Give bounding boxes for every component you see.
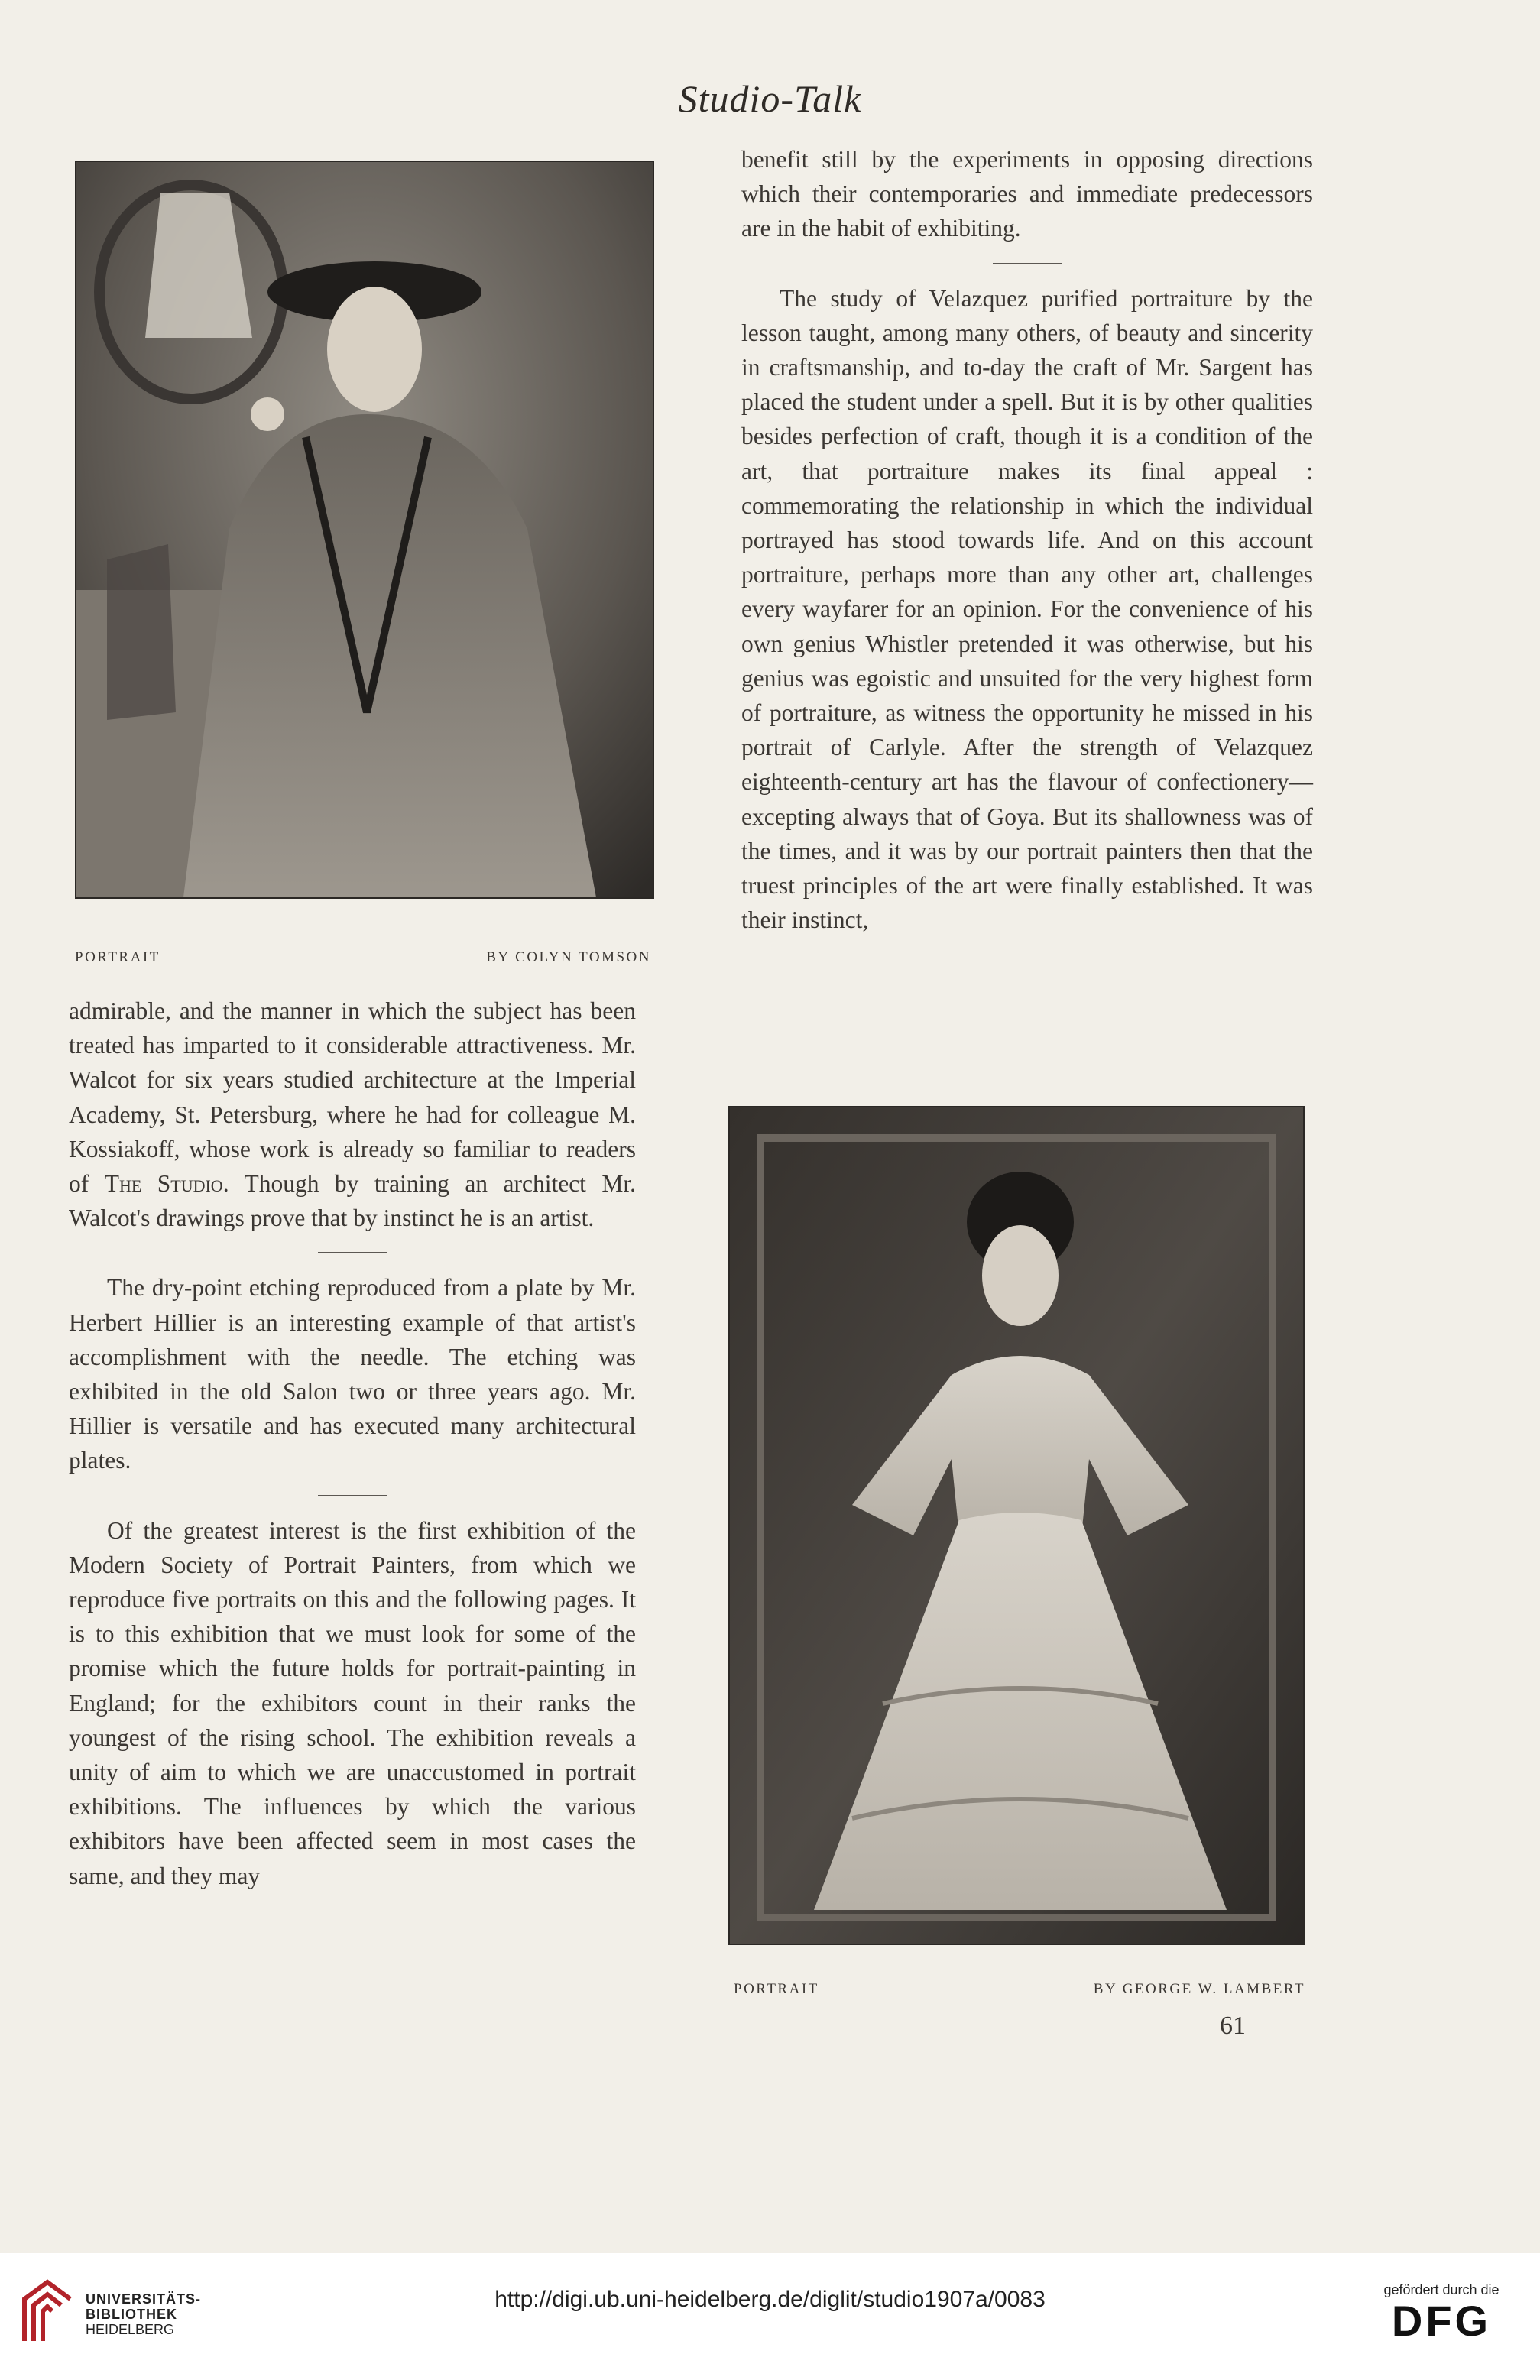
- library-name-line: BIBLIOTHEK: [86, 2307, 177, 2322]
- section-divider: [318, 1495, 387, 1496]
- portrait-lambert-caption: [734, 1981, 1305, 1998]
- portrait-tomson-caption: [75, 949, 651, 966]
- paragraph-text: admirable, and the manner in which the subject has been treated has imparted to it considerable attractiveness. Mr. Walcot for six years studied architecture at the Imperial Academy, St. Petersburg, where he had for colleague M. Kossiakoff, whose work is already so familiar to readers of: [69, 997, 636, 1198]
- paragraph: [69, 994, 636, 1235]
- dfg-logo: DFG: [1391, 2297, 1492, 2345]
- library-name-line: HEIDELBERG: [86, 2322, 175, 2337]
- right-column-upper: [741, 142, 1313, 937]
- paragraph: The dry-point etching reproduced from a plate by Mr. Herbert Hillier is an interesting example of that artist's accomplishment with the needle. The etching was exhibited in the old Salon two or three years ago. Mr. Hillier is versatile and has executed many architectural plates.: [69, 1274, 636, 1474]
- paragraph: benefit still by the experiments in opposing directions which their contemporaries and immediate predecessors are in the habit of exhibiting.: [741, 146, 1313, 242]
- sponsor-text: gefördert durch die: [1383, 2282, 1499, 2297]
- paragraph-text: . Though by training an architect Mr. Walcot's drawings prove that by instinct he is an artist.: [69, 1170, 637, 1232]
- portrait-tomson-image: [75, 161, 654, 899]
- digitization-footer: [0, 2253, 1540, 2380]
- caption-right: BY GEORGE W. LAMBERT: [1093, 1981, 1305, 1997]
- sponsor: [1361, 2282, 1522, 2344]
- library-name-line: UNIVERSITÄTS-: [86, 2291, 202, 2307]
- page-number: 61: [1220, 2012, 1246, 2040]
- caption-right: BY COLYN TOMSON: [486, 949, 651, 965]
- portrait-lambert-image: [728, 1106, 1305, 1945]
- paragraph: Of the greatest interest is the first exhibition of the Modern Society of Portrait Painters, from which we reproduce five portraits on this and the following pages. It is to this exhibition that we must look for some of the promise which the future holds for portrait-painting in England; for the exhibitors count in their ranks the youngest of the rising school. The exhibition reveals a unity of aim to which we are unaccustomed in portrait exhibitions. The influences by which the various exhibitors have been affected seem in most cases the same, and they may: [69, 1516, 636, 1889]
- running-head: Studio-Talk: [678, 77, 862, 120]
- caption-left: PORTRAIT: [75, 949, 160, 965]
- caption-left: PORTRAIT: [734, 1981, 819, 1997]
- section-divider: [318, 1252, 387, 1253]
- section-divider: [993, 263, 1062, 264]
- journal-name: The Studio: [104, 1170, 223, 1198]
- left-column-text: [69, 994, 636, 1893]
- paragraph: The study of Velazquez purified portraiture by the lesson taught, among many others, of beauty and sincerity in craftsmanship, and to-day the craft of Mr. Sargent has placed the student under a spell. But it is by other qualities besides perfection of craft, though it is a condition of the art, that portraiture makes its final appeal : commemorating the relationship in which the individual portrayed has stood towards life. And on this account portraiture, perhaps more than any other art, challenges every wayfarer for an opinion. For the convenience of his own genius Whistler pretended it was otherwise, but his genius was egoistic and unsuited for the very highest form of portraiture, as witness the opportunity he missed in his portrait of Carlyle. After the strength of Velazquez eighteenth-century art has the flavour of confectionery—excepting always that of Goya. But its shallowness was of the times, and it was by our portrait painters then that the truest principles of the art were finally established. It was their instinct,: [741, 284, 1313, 934]
- source-url-link[interactable]: http://digi.ub.uni-heidelberg.de/diglit/studio1907a/0083: [494, 2287, 1046, 2312]
